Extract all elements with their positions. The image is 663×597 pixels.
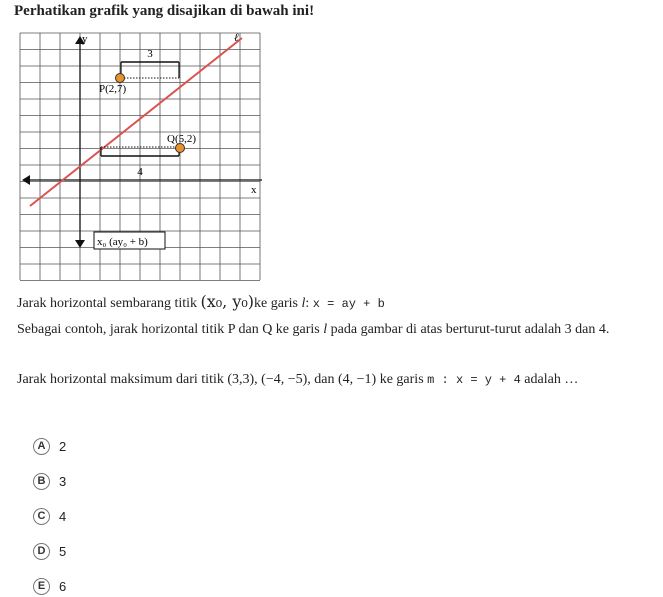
- graph-figure: [16, 30, 266, 283]
- definition-text-a: Jarak horizontal sembarang titik: [17, 296, 197, 311]
- bottom-distance-label: 4: [137, 166, 143, 178]
- line-l-label: ℓ: [234, 32, 239, 44]
- line-name: l: [301, 296, 306, 311]
- option-c-letter: C: [33, 508, 50, 525]
- option-a[interactable]: [33, 436, 66, 456]
- x-axis-arrow: [22, 175, 30, 185]
- line-l: [30, 38, 242, 206]
- option-e-letter: E: [33, 578, 50, 595]
- option-a-letter: A: [33, 438, 50, 455]
- option-b-value: 3: [59, 473, 67, 489]
- question-title: Perhatikan grafik yang disajikan di bawah ini!: [14, 3, 315, 19]
- option-a-value: 2: [59, 438, 67, 454]
- option-b[interactable]: [33, 471, 66, 491]
- question-text-b: adalah …: [524, 372, 579, 387]
- point-p-label: P(2,7): [99, 83, 127, 95]
- formula-text: x₀ (ay₀ + b): [97, 236, 148, 248]
- option-b-letter: B: [33, 473, 50, 490]
- line-equation: x = ay + b: [312, 297, 385, 311]
- point-p: [116, 74, 125, 83]
- option-d[interactable]: [33, 541, 66, 561]
- option-c[interactable]: [33, 506, 66, 526]
- colon: :: [305, 296, 310, 311]
- y-axis-label: y: [82, 33, 88, 45]
- example-text-a: Sebagai contoh, jarak horizontal titik P dan Q ke garis: [17, 322, 320, 337]
- paragraph-question: [17, 370, 578, 390]
- paragraph-definition: [17, 292, 385, 314]
- definition-text-b: ke garis: [254, 296, 298, 311]
- x-axis-label: x: [251, 184, 257, 196]
- option-c-value: 4: [59, 508, 67, 524]
- question-equation: m : x = y + 4: [427, 373, 521, 387]
- option-d-letter: D: [33, 543, 50, 560]
- top-distance-label: 3: [147, 48, 153, 60]
- question-text-a: Jarak horizontal maksimum dari titik (3,3), (−4, −5), dan (4, −1) ke garis: [17, 372, 424, 387]
- paragraph-example: [17, 320, 657, 340]
- point-notation: (x₀, y₀): [200, 292, 255, 311]
- option-e-value: 6: [59, 578, 67, 594]
- example-text-b: pada gambar di atas berturut-turut adalah 3 dan 4.: [330, 322, 610, 337]
- option-e[interactable]: [33, 576, 66, 596]
- example-line-name: l: [323, 322, 328, 337]
- option-d-value: 5: [59, 543, 67, 559]
- graph-svg: [16, 30, 266, 283]
- point-q-label: Q(5,2): [167, 133, 197, 145]
- y-axis-arrow-down: [75, 240, 85, 248]
